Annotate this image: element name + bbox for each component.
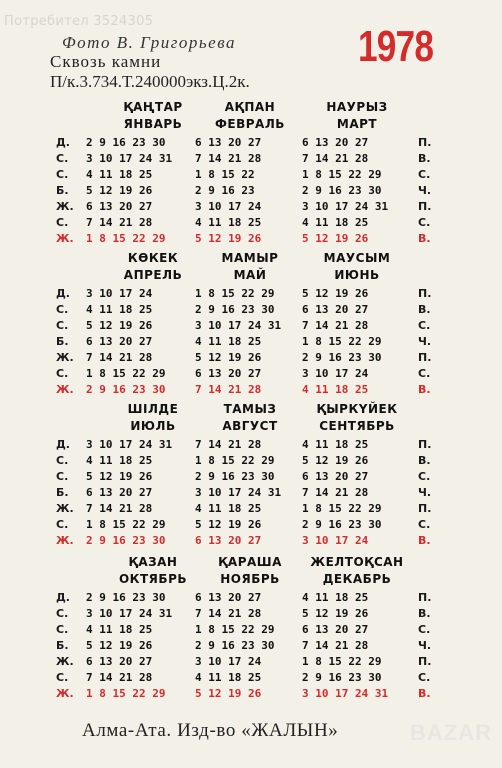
day-row: 4 11 18 25: [86, 303, 153, 316]
weekday-label-left: С.: [56, 470, 69, 483]
day-row: 3 10 17 24: [86, 287, 153, 300]
day-row: 7 14 21 28: [302, 486, 369, 499]
day-row: 2 9 16 23 30: [302, 518, 382, 531]
day-row: 5 12 19 26: [86, 184, 153, 197]
day-row: 7 14 21 28: [86, 216, 153, 229]
day-row: 3 10 17 24: [302, 367, 369, 380]
month-days: [302, 286, 381, 398]
weekday-label-right: В.: [418, 534, 431, 547]
weekday-label-right: П.: [418, 438, 432, 451]
month-name-kz: ТАМЫЗ: [223, 402, 277, 416]
year: 1978: [358, 22, 434, 71]
month-name-kz: ШІЛДЕ: [127, 402, 179, 416]
day-row-sunday: 3 10 17 24 31: [302, 687, 389, 700]
weekday-label-left: С.: [56, 168, 69, 181]
month-days: [86, 590, 172, 702]
month-name-ru: ИЮЛЬ: [130, 419, 176, 433]
day-row: 3 10 17 24 31: [86, 607, 173, 620]
month-days: [302, 135, 388, 247]
day-row: 6 13 20 27: [86, 655, 153, 668]
day-row-sunday: 2 9 16 23 30: [86, 383, 166, 396]
day-row: 4 11 18 25: [302, 591, 369, 604]
weekday-label-right: П.: [418, 136, 432, 149]
month-name-ru: СЕНТЯБРЬ: [319, 419, 395, 433]
header: [0, 0, 502, 110]
day-row: 1 8 15 22 29: [302, 168, 382, 181]
month-name-ru: МАЙ: [233, 268, 267, 282]
weekday-label-left: Б.: [56, 184, 69, 197]
watermark: Потребител 3524305: [4, 14, 154, 29]
day-row: 5 12 19 26: [86, 319, 153, 332]
day-row: 3 10 17 24 31: [86, 438, 173, 451]
day-row: 6 13 20 27: [195, 136, 262, 149]
day-row: 2 9 16 23: [195, 184, 255, 197]
day-row: 6 13 20 27: [302, 136, 369, 149]
day-row: 1 8 15 22 29: [302, 502, 382, 515]
weekday-label-left: С.: [56, 303, 69, 316]
title: Сквозь камни: [50, 52, 162, 71]
month-name-kz: ҚАЗАН: [128, 555, 178, 569]
weekday-label-right: Ч.: [418, 486, 432, 499]
day-row-sunday: 3 10 17 24: [302, 534, 369, 547]
month-days: [86, 437, 172, 549]
day-row-sunday: 6 13 20 27: [195, 534, 262, 547]
weekday-label-left: Д.: [56, 136, 70, 149]
day-row: 6 13 20 27: [86, 335, 153, 348]
day-row: 6 13 20 27: [195, 591, 262, 604]
weekday-label-left: Ж.: [56, 232, 74, 245]
day-row: 5 12 19 26: [86, 639, 153, 652]
day-row: 7 14 21 28: [302, 152, 369, 165]
day-row-sunday: 2 9 16 23 30: [86, 534, 166, 547]
day-row: 3 10 17 24: [195, 200, 262, 213]
month-days: [86, 286, 165, 398]
weekday-label-right: П.: [418, 287, 432, 300]
month-name-ru: ЯНВАРЬ: [123, 117, 183, 131]
day-row: 4 11 18 25: [195, 671, 262, 684]
month-name-kz: ҚАҢТАР: [123, 100, 183, 114]
weekday-label-right: П.: [418, 502, 432, 515]
print-info: П/к.3.734.Т.240000экз.Ц.2к.: [50, 72, 250, 91]
weekday-label-left: С.: [56, 671, 69, 684]
weekday-label-left: Ж.: [56, 687, 74, 700]
day-row: 4 11 18 25: [302, 216, 369, 229]
weekday-label-left: Д.: [56, 591, 70, 604]
weekday-label-right: С.: [418, 367, 431, 380]
weekday-label-left: С.: [56, 607, 69, 620]
day-row: 7 14 21 28: [86, 502, 153, 515]
month-name-ru: АВГУСТ: [222, 419, 278, 433]
day-row: 3 10 17 24 31: [86, 152, 173, 165]
day-row: 3 10 17 24 31: [195, 319, 282, 332]
day-row: 7 14 21 28: [195, 438, 262, 451]
weekday-label-left: С.: [56, 216, 69, 229]
weekday-label-right: В.: [418, 232, 431, 245]
publisher-line: Алма-Ата. Изд-во «ЖАЛЫН»: [82, 720, 339, 741]
day-row: 4 11 18 25: [195, 502, 262, 515]
weekday-label-right: В.: [418, 607, 431, 620]
weekday-label-right: Ч.: [418, 335, 432, 348]
weekday-label-left: Ж.: [56, 383, 74, 396]
month-block: [282, 402, 432, 552]
day-row: 1 8 15 22 29: [86, 367, 166, 380]
day-row: 7 14 21 28: [86, 671, 153, 684]
day-row: 3 10 17 24: [195, 655, 262, 668]
day-row: 6 13 20 27: [86, 200, 153, 213]
weekday-label-left: С.: [56, 623, 69, 636]
day-row: 5 12 19 26: [195, 351, 262, 364]
weekday-label-left: Б.: [56, 639, 69, 652]
day-row: 4 11 18 25: [86, 168, 153, 181]
day-row: 2 9 16 23 30: [195, 639, 275, 652]
weekday-label-right: П.: [418, 655, 432, 668]
weekday-label-right: В.: [418, 687, 431, 700]
month-name-ru: НОЯБРЬ: [220, 572, 280, 586]
day-row: 5 12 19 26: [195, 518, 262, 531]
weekday-label-right: С.: [418, 168, 431, 181]
day-row: 1 8 15 22: [195, 168, 255, 181]
day-row: 1 8 15 22 29: [195, 287, 275, 300]
day-row: 7 14 21 28: [195, 152, 262, 165]
day-row-sunday: 4 11 18 25: [302, 383, 369, 396]
month-days: [302, 437, 381, 549]
bazar-watermark-logo: BAZAR: [410, 720, 492, 745]
day-row: 1 8 15 22 29: [302, 655, 382, 668]
weekday-label-left: С.: [56, 367, 69, 380]
day-row-sunday: 1 8 15 22 29: [86, 232, 166, 245]
weekday-label-right: П.: [418, 351, 432, 364]
day-row: 5 12 19 26: [302, 454, 369, 467]
day-row-sunday: 5 12 19 26: [195, 232, 262, 245]
day-row: 7 14 21 28: [302, 639, 369, 652]
month-days: [195, 590, 274, 702]
weekday-label-right: С.: [418, 470, 431, 483]
day-row: 4 11 18 25: [86, 623, 153, 636]
day-row: 4 11 18 25: [195, 216, 262, 229]
day-row: 2 9 16 23 30: [302, 671, 382, 684]
month-name-kz: МАМЫР: [221, 251, 279, 265]
day-row: 2 9 16 23 30: [302, 184, 382, 197]
day-row: 1 8 15 22 29: [195, 623, 275, 636]
month-days: [302, 590, 388, 702]
month-block: [282, 251, 432, 401]
weekday-label-left: Ж.: [56, 200, 74, 213]
day-row: 6 13 20 27: [302, 623, 369, 636]
weekday-label-right: В.: [418, 303, 431, 316]
day-row: 7 14 21 28: [195, 607, 262, 620]
weekday-label-right: С.: [418, 518, 431, 531]
day-row: 2 9 16 23 30: [195, 303, 275, 316]
weekday-label-left: Ж.: [56, 534, 74, 547]
day-row: 7 14 21 28: [302, 319, 369, 332]
weekday-label-left: Ж.: [56, 502, 74, 515]
weekday-label-right: С.: [418, 671, 431, 684]
weekday-label-right: В.: [418, 454, 431, 467]
day-row: 2 9 16 23 30: [86, 136, 166, 149]
weekday-label-right: С.: [418, 623, 431, 636]
weekday-label-right: П.: [418, 591, 432, 604]
weekday-label-left: Д.: [56, 438, 70, 451]
month-block: [282, 555, 432, 705]
weekday-label-right: В.: [418, 383, 431, 396]
weekday-label-left: Б.: [56, 486, 69, 499]
day-row-sunday: 1 8 15 22 29: [86, 687, 166, 700]
weekday-label-right: Ч.: [418, 639, 432, 652]
day-row: 5 12 19 26: [86, 470, 153, 483]
weekday-label-right: С.: [418, 216, 431, 229]
month-name-kz: МАУСЫМ: [323, 251, 391, 265]
day-row-sunday: 5 12 19 26: [302, 232, 369, 245]
weekday-label-right: В.: [418, 152, 431, 165]
weekday-label-left: С.: [56, 319, 69, 332]
month-days: [195, 286, 281, 398]
day-row: 6 13 20 27: [86, 486, 153, 499]
weekday-label-left: С.: [56, 518, 69, 531]
day-row: 6 13 20 27: [302, 470, 369, 483]
day-row: 4 11 18 25: [86, 454, 153, 467]
weekday-label-right: П.: [418, 200, 432, 213]
weekday-label-right: Ч.: [418, 184, 432, 197]
day-row: 2 9 16 23 30: [86, 591, 166, 604]
month-name-ru: ФЕВРАЛЬ: [215, 117, 285, 131]
day-row: 3 10 17 24 31: [195, 486, 282, 499]
day-row: 6 13 20 27: [302, 303, 369, 316]
day-row: 3 10 17 24 31: [302, 200, 389, 213]
day-row: 2 9 16 23 30: [302, 351, 382, 364]
weekday-label-right: С.: [418, 319, 431, 332]
photo-credit: Фото В. Григорьева: [62, 33, 236, 52]
month-name-kz: ҚЫРКҮЙЕК: [316, 402, 398, 416]
month-name-ru: АПРЕЛЬ: [123, 268, 183, 282]
month-name-kz: АҚПАН: [224, 100, 276, 114]
weekday-label-left: С.: [56, 152, 69, 165]
day-row: 2 9 16 23 30: [195, 470, 275, 483]
month-name-kz: КӨКЕК: [127, 251, 179, 265]
weekday-label-left: Д.: [56, 287, 70, 300]
month-name-kz: ҚАРАША: [218, 555, 282, 569]
month-name-kz: НАУРЫЗ: [326, 100, 388, 114]
month-days: [195, 437, 281, 549]
day-row: 4 11 18 25: [195, 335, 262, 348]
day-row: 1 8 15 22 29: [195, 454, 275, 467]
day-row-sunday: 5 12 19 26: [195, 687, 262, 700]
weekday-label-left: Ж.: [56, 351, 74, 364]
weekday-label-left: Б.: [56, 335, 69, 348]
day-row: 1 8 15 22 29: [302, 335, 382, 348]
day-row: 5 12 19 26: [302, 607, 369, 620]
day-row: 7 14 21 28: [86, 351, 153, 364]
month-block: [282, 100, 432, 250]
day-row: 5 12 19 26: [302, 287, 369, 300]
month-days: [195, 135, 261, 247]
month-name-kz: ЖЕЛТОҚСАН: [310, 555, 404, 569]
day-row: 4 11 18 25: [302, 438, 369, 451]
day-row: 1 8 15 22 29: [86, 518, 166, 531]
month-name-ru: МАРТ: [336, 117, 378, 131]
month-name-ru: ОКТЯБРЬ: [118, 572, 188, 586]
weekday-label-left: С.: [56, 454, 69, 467]
day-row: 6 13 20 27: [195, 367, 262, 380]
weekday-label-left: Ж.: [56, 655, 74, 668]
month-name-ru: ИЮНЬ: [334, 268, 380, 282]
month-name-ru: ДЕКАБРЬ: [322, 572, 392, 586]
day-row-sunday: 7 14 21 28: [195, 383, 262, 396]
month-days: [86, 135, 172, 247]
